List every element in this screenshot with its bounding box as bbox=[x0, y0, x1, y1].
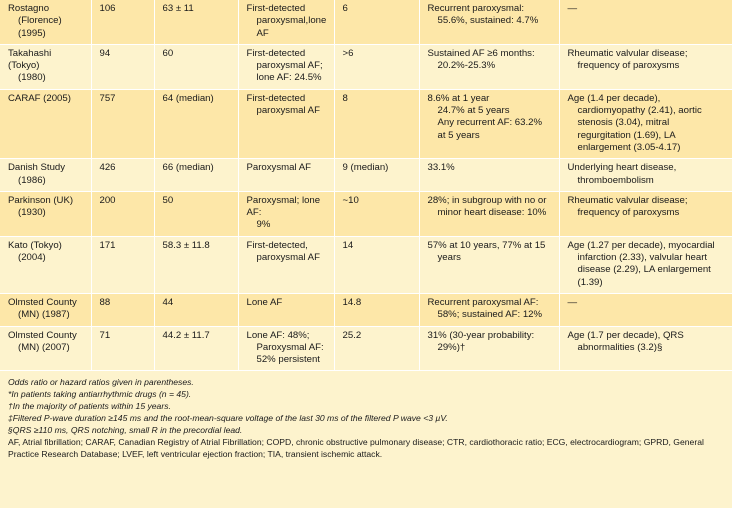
cell-progression bbox=[419, 44, 559, 89]
footnote-abbreviations: AF, Atrial fibrillation; CARAF, Canadian Registry of Atrial Fibrillation; COPD, chronic obstructive pulmonary disease; CTR, cardiothoracic ratio; ECG, electrocardiogram; GPRD, General Practice Research Database; LVEF, left ventricular ejection fraction; TIA, transient ischemic attack. bbox=[8, 437, 704, 460]
cell-n: 71 bbox=[91, 326, 154, 371]
cell-line: — bbox=[567, 3, 578, 14]
cell-study bbox=[0, 0, 91, 44]
cell-predictors bbox=[559, 159, 732, 192]
cell-study bbox=[0, 326, 91, 371]
cell-type bbox=[238, 44, 334, 89]
cell-line: frequency of paroxysms bbox=[577, 60, 680, 72]
table-footnotes bbox=[0, 371, 732, 465]
footnote-star: *In patients taking antiarrhythmic drugs (n = 45). bbox=[8, 389, 192, 400]
cell-predictors bbox=[559, 293, 732, 326]
table-row bbox=[0, 326, 732, 371]
cell-study bbox=[0, 89, 91, 158]
footnote-section: §QRS ≥110 ms, QRS notching, small R in the precordial lead. bbox=[8, 425, 243, 436]
cell-progression bbox=[419, 236, 559, 293]
cell-age: 44 bbox=[154, 293, 238, 326]
cell-age: 60 bbox=[154, 44, 238, 89]
cell-line: First-detected bbox=[246, 92, 306, 104]
cell-line: 31% (30-year probability: bbox=[427, 329, 535, 341]
table-row bbox=[0, 44, 732, 89]
cell-predictors bbox=[559, 191, 732, 236]
cell-line: 20.2%-25.3% bbox=[437, 60, 496, 72]
cell-line: Age (1.27 per decade), myocardial bbox=[567, 239, 715, 251]
cell-line: years bbox=[437, 252, 461, 264]
cell-predictors bbox=[559, 0, 732, 44]
cell-line: frequency of paroxysms bbox=[577, 207, 680, 219]
table-row bbox=[0, 89, 732, 158]
cell-type bbox=[238, 191, 334, 236]
footnote-odds: Odds ratio or hazard ratios given in parentheses. bbox=[8, 377, 194, 388]
cell-line: Kato (Tokyo) bbox=[8, 239, 62, 251]
cell-predictors bbox=[559, 236, 732, 293]
cell-line: Takahashi (Tokyo) bbox=[8, 47, 52, 72]
cell-line: CARAF (2005) bbox=[8, 92, 71, 104]
cell-followup: 25.2 bbox=[334, 326, 419, 371]
cell-followup: 6 bbox=[334, 0, 419, 44]
cell-line: First-detected bbox=[246, 47, 306, 59]
cell-line: infarction (2.33), valvular heart bbox=[577, 252, 708, 264]
cell-line: Lone AF: 48%; bbox=[246, 329, 310, 341]
cell-line: First-detected, bbox=[246, 239, 308, 251]
cell-line: Lone AF bbox=[246, 296, 283, 308]
cell-line: Age (1.7 per decade), QRS bbox=[567, 329, 684, 341]
cell-n: 94 bbox=[91, 44, 154, 89]
cell-line: Paroxysmal AF: bbox=[256, 341, 324, 353]
cell-line: First-detected bbox=[246, 3, 306, 14]
cell-line: Rheumatic valvular disease; bbox=[567, 47, 688, 59]
cell-line: 33.1% bbox=[427, 162, 455, 174]
cell-age: 58.3 ± 11.8 bbox=[154, 236, 238, 293]
cell-type bbox=[238, 0, 334, 44]
cell-age: 50 bbox=[154, 191, 238, 236]
cell-line: paroxysmal,lone bbox=[256, 15, 327, 27]
cell-line: (1995) bbox=[18, 27, 46, 39]
cell-line: (2004) bbox=[18, 252, 46, 264]
cell-line: (Florence) bbox=[18, 15, 62, 27]
cell-n: 757 bbox=[91, 89, 154, 158]
cell-line: thromboembolism bbox=[577, 174, 654, 186]
cell-progression bbox=[419, 89, 559, 158]
table-row bbox=[0, 0, 732, 44]
cell-line: 8.6% at 1 year bbox=[427, 92, 490, 104]
cell-line: (MN) (1987) bbox=[18, 309, 70, 321]
cell-type bbox=[238, 326, 334, 371]
cell-line: 58%; sustained AF: 12% bbox=[437, 309, 543, 321]
cell-line: Paroxysmal AF bbox=[246, 162, 312, 174]
cell-followup: ~10 bbox=[334, 191, 419, 236]
cell-age: 64 (median) bbox=[154, 89, 238, 158]
cell-type bbox=[238, 159, 334, 192]
cell-study bbox=[0, 293, 91, 326]
cell-line: 29%)† bbox=[437, 341, 466, 353]
cell-line: Olmsted County bbox=[8, 296, 77, 308]
cell-predictors bbox=[559, 326, 732, 371]
cell-progression bbox=[419, 159, 559, 192]
cell-line: (1986) bbox=[18, 174, 46, 186]
cell-followup: 14.8 bbox=[334, 293, 419, 326]
cell-line: at 5 years bbox=[437, 129, 480, 141]
cell-age: 44.2 ± 11.7 bbox=[154, 326, 238, 371]
cell-line: Any recurrent AF: 63.2% bbox=[437, 117, 543, 129]
cell-study bbox=[0, 44, 91, 89]
cell-followup: 14 bbox=[334, 236, 419, 293]
cell-age: 63 ± 11 bbox=[154, 0, 238, 44]
cell-line: 28%; in subgroup with no or bbox=[427, 194, 547, 206]
cell-line: lone AF: 24.5% bbox=[256, 72, 322, 84]
cell-followup: >6 bbox=[334, 44, 419, 89]
cell-n: 200 bbox=[91, 191, 154, 236]
cell-line: Sustained AF ≥6 months: bbox=[427, 47, 535, 59]
cell-line: Paroxysmal; lone AF: bbox=[246, 194, 321, 219]
cell-type bbox=[238, 89, 334, 158]
cell-progression bbox=[419, 326, 559, 371]
cell-line: Age (1.4 per decade), bbox=[567, 92, 661, 104]
cell-predictors bbox=[559, 44, 732, 89]
cell-predictors bbox=[559, 89, 732, 158]
cell-study bbox=[0, 236, 91, 293]
cell-study bbox=[0, 191, 91, 236]
table-row bbox=[0, 236, 732, 293]
cell-line: paroxysmal AF; bbox=[256, 60, 323, 72]
cell-line: regurgitation (1.69), LA bbox=[577, 129, 676, 141]
cell-line: — bbox=[567, 296, 578, 308]
cell-line: 55.6%, sustained: 4.7% bbox=[437, 15, 539, 27]
table-row bbox=[0, 293, 732, 326]
cell-n: 426 bbox=[91, 159, 154, 192]
cell-line: Parkinson (UK) bbox=[8, 194, 74, 206]
cell-study bbox=[0, 159, 91, 192]
cell-line: (1.39) bbox=[577, 276, 603, 288]
cell-line: minor heart disease: 10% bbox=[437, 207, 547, 219]
cell-line: Danish Study bbox=[8, 162, 66, 174]
cell-line: enlargement (3.05-4.17) bbox=[577, 141, 681, 153]
cell-line: paroxysmal AF bbox=[256, 105, 320, 117]
cell-followup: 9 (median) bbox=[334, 159, 419, 192]
footnote-dagger: †In the majority of patients within 15 years. bbox=[8, 401, 171, 412]
cell-line: paroxysmal AF bbox=[256, 252, 320, 264]
cell-age: 66 (median) bbox=[154, 159, 238, 192]
cell-line: (1930) bbox=[18, 207, 46, 219]
cell-line: Rostagno bbox=[8, 3, 50, 14]
cell-line: 24.7% at 5 years bbox=[437, 105, 510, 117]
cell-line: AF bbox=[256, 27, 269, 39]
cell-line: abnormalities (3.2)§ bbox=[577, 341, 663, 353]
cell-line: Olmsted County bbox=[8, 329, 77, 341]
cell-line: Recurrent paroxysmal: bbox=[427, 3, 525, 14]
cell-n: 106 bbox=[91, 0, 154, 44]
cell-line: (MN) (2007) bbox=[18, 341, 70, 353]
cell-n: 171 bbox=[91, 236, 154, 293]
cell-line: (1980) bbox=[18, 72, 46, 84]
cell-line: 52% persistent bbox=[256, 354, 320, 366]
cell-line: Recurrent paroxysmal AF: bbox=[427, 296, 539, 308]
footnote-double-dagger: ‡Filtered P-wave duration ≥145 ms and the root-mean-square voltage of the last 30 ms of the filtered P wave <3 µV. bbox=[8, 413, 448, 424]
cell-progression bbox=[419, 0, 559, 44]
cell-line: stenosis (3.04), mitral bbox=[577, 117, 670, 129]
cell-line: 9% bbox=[256, 219, 271, 231]
cell-line: Underlying heart disease, bbox=[567, 162, 677, 174]
cell-line: 57% at 10 years, 77% at 15 bbox=[427, 239, 546, 251]
cell-type bbox=[238, 293, 334, 326]
cell-n: 88 bbox=[91, 293, 154, 326]
cell-progression bbox=[419, 293, 559, 326]
table-row bbox=[0, 159, 732, 192]
cell-line: cardiomyopathy (2.41), aortic bbox=[577, 105, 702, 117]
cell-followup: 8 bbox=[334, 89, 419, 158]
table-row bbox=[0, 191, 732, 236]
cell-type bbox=[238, 236, 334, 293]
cell-progression bbox=[419, 191, 559, 236]
cell-line: disease (2.29), LA enlargement bbox=[577, 264, 711, 276]
cell-line: Rheumatic valvular disease; bbox=[567, 194, 688, 206]
